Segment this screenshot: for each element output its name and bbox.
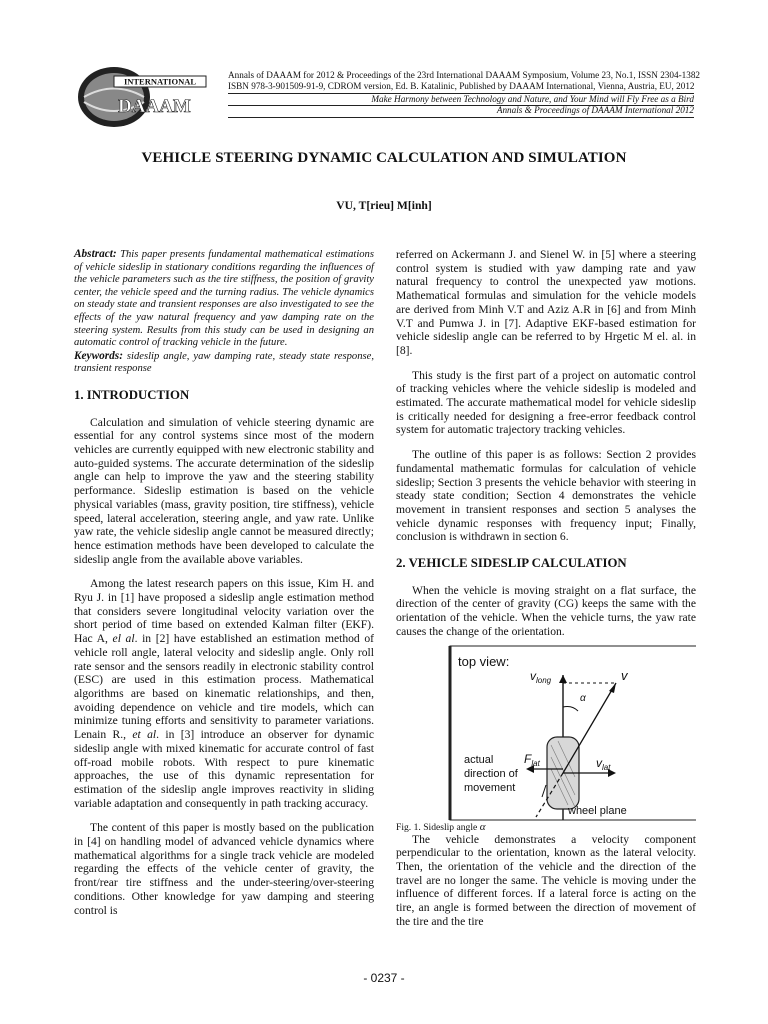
direction-label: direction of [464, 767, 518, 780]
journal-header [228, 70, 701, 92]
vlat-symbol: v [596, 755, 602, 770]
logo-subtext: INTERNATIONAL [123, 76, 197, 87]
figure-caption [396, 822, 696, 833]
figure-caption-symbol: α [479, 820, 486, 833]
movement-label: movement [464, 781, 516, 794]
page-number: - 0237 - [363, 971, 405, 985]
header-line-2: ISBN 978-3-901509-91-9, CDROM version, Ed. B. Katalinic, Published by DAAAM International, Vienna, Austria, EU, 2012 [228, 81, 695, 92]
keywords-text: sideslip angle, yaw damping rate, steady state response, transient response [74, 350, 374, 375]
intro-paragraph-5: This study is the first part of a project on automatic control of tracking vehicles where the vehicle sideslip is modeled and estimated. The accurate mathematical model for vehicle sideslip is critically needed for designing a free-error feedback control system for automatic trajectory tracking vehicles. [396, 368, 696, 437]
abstract-text: This paper presents fundamental mathematical estimations of vehicle sideslip in stationary conditions regarding the influences of the vehicle parameters such as the tire stiffness, the position of gravity center, the vehicle speed and the turning radius. The vehicle dynamics on steady state and transient responses are also investigated to see the effects of the yaw natural frequency and yaw damping rate on the steering system. Results from this study can be used in designing an automatic control of tracking vehicle in the future. [74, 249, 374, 349]
intro-paragraph-6: The outline of this paper is as follows: Section 2 provides fundamental mathematic formulas for calculation of vehicle sideslip; Section 3 presents the vehicle behavior with steering in steady state condition; Section 4 demonstrates the vehicle movement in transient responses and section 5 analyses the vehicle dynamic responses with frequency input; Finally, conclusion is withdrawn in section 6. [396, 448, 696, 544]
abstract-label: Abstract: [74, 248, 117, 260]
daaam-logo-graphic [74, 62, 214, 132]
logo-text: DAAAM [118, 96, 191, 117]
sideslip-paragraph-1: When the vehicle is moving straight on a flat surface, the direction of the center of gravity (CG) keeps the same with the orientation of the vehicle. When the vehicle turns, the yaw rate causes the change of the orientation. [396, 583, 696, 638]
journal-header-motto [228, 94, 694, 105]
v-label: v [621, 667, 628, 683]
intro-paragraph-4: referred on Ackermann J. and Sienel W. in [5] where a steering control system is studied with yaw damping rate and yaw natural frequency to control the unexpected yaw motions. Mathematical formulas and simulation for the vehicle models are derived from Minh V.T and Aziz A.R in [6] and from Minh V.T and Pumwa J. in [7]. Adaptive EKF-based estimation for vehicle sideslip angle can be referred to by Hrgetic M el. al. in [8]. [396, 248, 696, 357]
keywords-label: Keywords: [74, 349, 123, 362]
intro-paragraph-1: Calculation and simulation of vehicle steering dynamic are essential for any control systems since most of the modern vehicles are currently equipped with new electronic stability and auto-guided systems. The accurate determination of the sideslip angle can help to improve the yaw and the steering stability performance. Sideslip estimation is based on the vehicle physical variables (mass, gravity position, tire stiffness), vehicle speed, lateral acceleration, steering angle, and yaw rate. Unlike yaw rate, the vehicle sideslip angle cannot be measured directly; hence estimation methods have been developed to calculate the sideslip angle from the available above variables. [74, 415, 374, 566]
section-heading-sideslip: 2. VEHICLE SIDESLIP CALCULATION [396, 556, 627, 571]
intro-p2-text-b: . in [2] have established an estimation method of vehicle roll angle, lateral velocity and sideslip angle. Only roll rate sensor and the sensors readily in electronic stability control (ESC) are used in this estimation process. Mathematical algorithms are based on kinematic relationships, and then, avoiding dependence on vehicle and tire models, which can minimize tuning efforts and sensitivity to parameter variations. Lenain R., [74, 632, 375, 742]
actual-label: actual [464, 753, 494, 766]
intro-p2-et-al-1: el al [112, 632, 135, 646]
daaam-logo [74, 62, 214, 132]
header-line-1: Annals of DAAAM for 2012 & Proceedings of the 23rd International DAAAM Symposium, Volume 23, No.1, ISSN 2304-1382 [228, 70, 701, 80]
intro-paragraph-2 [74, 577, 374, 810]
sideslip-diagram [396, 645, 696, 821]
intro-p2-text-c: . in [3] introduce an observer for dynamic sideslip angle with mixed kinematic for accurate control of fast off-road mobile robots. With respect to pure kinematic approaches, the use of this dynamic representation for estimation of the sideslip angle improves reactivity in sliding variable adaptation and consequently in path tracking accuracy. [74, 728, 374, 810]
vlong-subscript: long [536, 675, 552, 685]
sideslip-paragraph-2: The vehicle demonstrates a velocity component perpendicular to the orientation, known as the lateral velocity. Then, the orientation of the vehicle and the direction of the travel are no longer the same. The vehicle is moving under the influence of different forces. If a lateral force is acting on the tire, an angle is formed between the direction of movement of the tire and the tire [396, 832, 696, 928]
section-heading-introduction: 1. INTRODUCTION [74, 387, 190, 402]
header-line-4: Annals & Proceedings of DAAAM International 2012 [496, 105, 694, 115]
force-subscript: lat [531, 758, 540, 768]
force-symbol: F [524, 751, 532, 766]
header-rule [228, 117, 694, 118]
right-column [396, 248, 696, 929]
figure-sideslip-angle [396, 645, 696, 821]
figure-caption-text: Fig. 1. Sideslip angle [396, 821, 478, 833]
top-view-label: top view: [458, 653, 510, 669]
header-line-3: Make Harmony between Technology and Nature, and Your Mind will Fly Free as a Bird [371, 94, 694, 104]
intro-paragraph-3: The content of this paper is mostly based on the publication in [4] on handling model of advanced vehicle dynamics where mathematical algorithms for a single track vehicle are modeled regarding the effects of the vehicle center of gravity, the front/rear tire stiffness and the under-steering/over-steering conditions. Other knowledge for yaw damping and steering control is [74, 821, 374, 917]
abstract [74, 248, 374, 350]
wheel-plane-label: wheel plane [568, 804, 627, 817]
left-column [74, 248, 374, 917]
paper-author: VU, T[rieu] M[inh] [336, 199, 432, 212]
intro-p2-text-a: Among the latest research papers on this issue, Kim H. and Ryu J. in [1] have proposed a sideslip angle estimation method that considers severe longitudinal velocity variation over the short period of time based on extended Kalman filter (EKF). Hac A, [74, 577, 374, 646]
journal-header-annals [228, 105, 694, 116]
alpha-label: α [580, 692, 586, 704]
vlat-subscript: lat [602, 762, 611, 772]
paper-title: VEHICLE STEERING DYNAMIC CALCULATION AND SIMULATION [141, 150, 627, 166]
vlong-symbol: v [530, 668, 536, 683]
keywords [74, 350, 374, 376]
intro-p2-et-al-2: et al [132, 728, 157, 742]
